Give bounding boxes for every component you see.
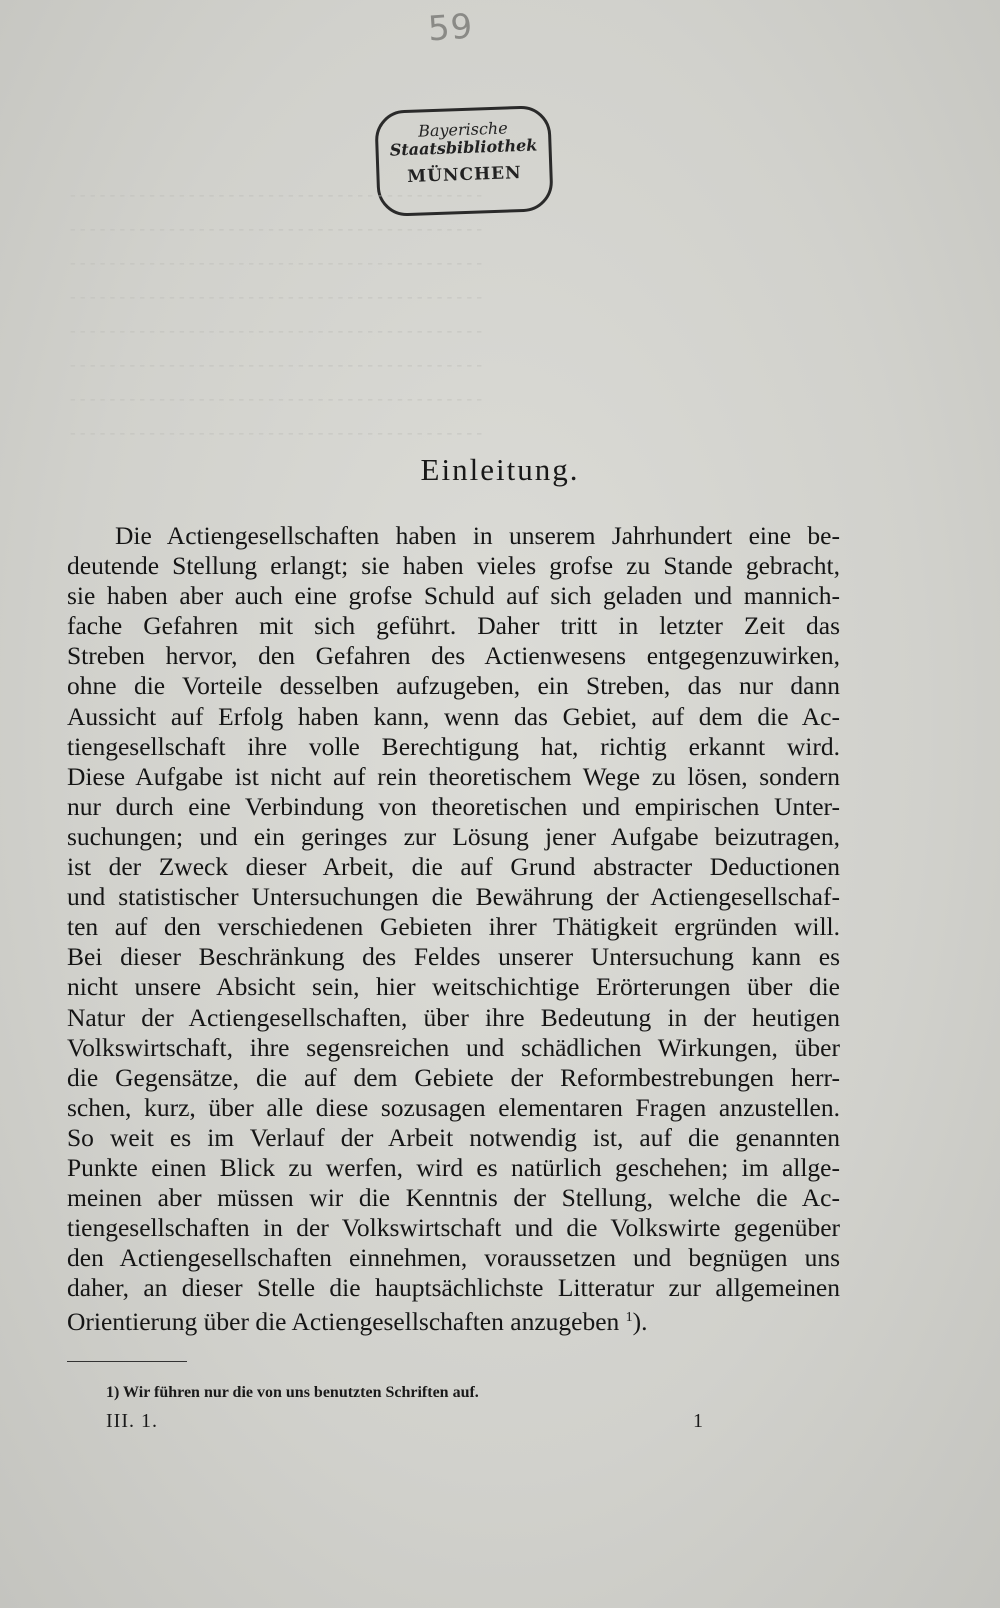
text-line: ten auf den verschiedenen Gebieten ihrer Thätigkeit ergründen will. [67,912,840,942]
footnote-divider [67,1361,187,1362]
text-line: tiengesellschaft ihre volle Berechtigung hat, richtig erkannt wird. [67,731,840,761]
text-line-last [67,1303,840,1337]
text-line: Streben hervor, den Gefahren des Actienwesens entgegenzuwirken, [67,641,840,671]
show-through-texture: - - - - - - - - - - - - - - - - - - - - - - - - - - - - - - - - - - - - - - - - - - - - - - - - - - - - - - - - - - - - - - - - - - - - - - - - - - - - - - - - - - - - - - - - - - - - - - - - - - - - - - - - - - - - - - - - - - - - - - - - - - - - - - - - - - - - - - - - - - - - - - - - - - - - - - - - - - - - - - - - - - - - - - - - - - - - - - - - - - - - - - - - - - - - - - - - - - - - - - - - - - - - - - - - - - - - - - - - - - - - - - - - - - - - - - - - - - - - - - - - - - - - - - - - - - - - - - - - - - - - - - - - - - - - - - - - - - - - - - - - - - - - - - - - - - - - - - - - - - - - - - - - - - - - - - - - - - - - - - - - - - - - - - - - - - - - - - - - [70,185,483,442]
signature-mark: III. 1. [106,1410,158,1432]
text-line: daher, an dieser Stelle die hauptsächlichste Litteratur zur allgemeinen [67,1273,840,1303]
text-line: den Actiengesellschaften einnehmen, voraussetzen und begnügen uns [67,1243,840,1273]
text-line: ohne die Vorteile desselben aufzugeben, ein Streben, das nur dann [67,671,840,701]
text-line: sie haben aber auch eine grofse Schuld auf sich geladen und mannich- [67,581,840,611]
text-line: Punkte einen Blick zu werfen, wird es natürlich geschehen; im allge- [67,1152,840,1182]
text-line: deutende Stellung erlangt; sie haben vieles grofse zu Stande gebracht, [67,551,840,581]
footnote-close: ). [632,1307,648,1337]
text-line: fache Gefahren mit sich geführt. Daher tritt in letzter Zeit das [67,611,840,641]
stamp-line-1: Bayerische [417,118,508,141]
text-line: Die Actiengesellschaften haben in unserem Jahrhundert eine be- [115,521,840,550]
text-line: Aussicht auf Erfolg haben kann, wenn das Gebiet, auf dem die Ac- [67,701,840,731]
text-line: Natur der Actiengesellschaften, über ihre Bedeutung in der heutigen [67,1002,840,1032]
text-line: Volkswirtschaft, ihre segensreichen und schädlichen Wirkungen, über [67,1032,840,1062]
stamp-line-3: MÜNCHEN [407,163,522,187]
text-line: So weit es im Verlauf der Arbeit notwendig ist, auf die genannten [67,1122,840,1152]
text-line: ist der Zweck dieser Arbeit, die auf Grund abstracter Deductionen [67,852,840,882]
text-line: nur durch eine Verbindung von theoretischen und empirischen Unter- [67,791,840,821]
text-line: suchungen; und ein geringes zur Lösung jener Aufgabe beizutragen, [67,821,840,851]
text-line: meinen aber müssen wir die Kenntnis der Stellung, welche die Ac- [67,1183,840,1213]
page-number: 1 [693,1410,703,1432]
text-line: tiengesellschaften in der Volkswirtschaft und die Volkswirte gegenüber [67,1213,840,1243]
text-line: die Gegensätze, die auf dem Gebiete der Reformbestrebungen herr- [67,1062,840,1092]
text-line: und statistischer Untersuchungen die Bewährung der Actiengesellschaf- [67,882,840,912]
footnote-marker[interactable]: 1 [625,1310,633,1326]
chapter-title: Einleitung. [420,452,580,487]
text-line-content: Orientierung über die Actiengesellschaften anzugeben [67,1307,620,1337]
body-paragraph [67,521,840,1337]
text-line: schen, kurz, über alle diese sozusagen elementaren Fragen anzustellen. [67,1092,840,1122]
text-line: Diese Aufgabe ist nicht auf rein theoretischem Wege zu lösen, sondern [67,761,840,791]
folio-mark: 59 [426,6,475,50]
footnote-text: 1) Wir führen nur die von uns benutzten Schriften auf. [106,1384,479,1401]
stamp-line-2: Staatsbibliothek [389,135,538,160]
text-line: Bei dieser Beschränkung des Feldes unserer Untersuchung kann es [67,942,840,972]
text-line: nicht unsere Absicht sein, hier weitschichtige Erörterungen über die [67,972,840,1002]
